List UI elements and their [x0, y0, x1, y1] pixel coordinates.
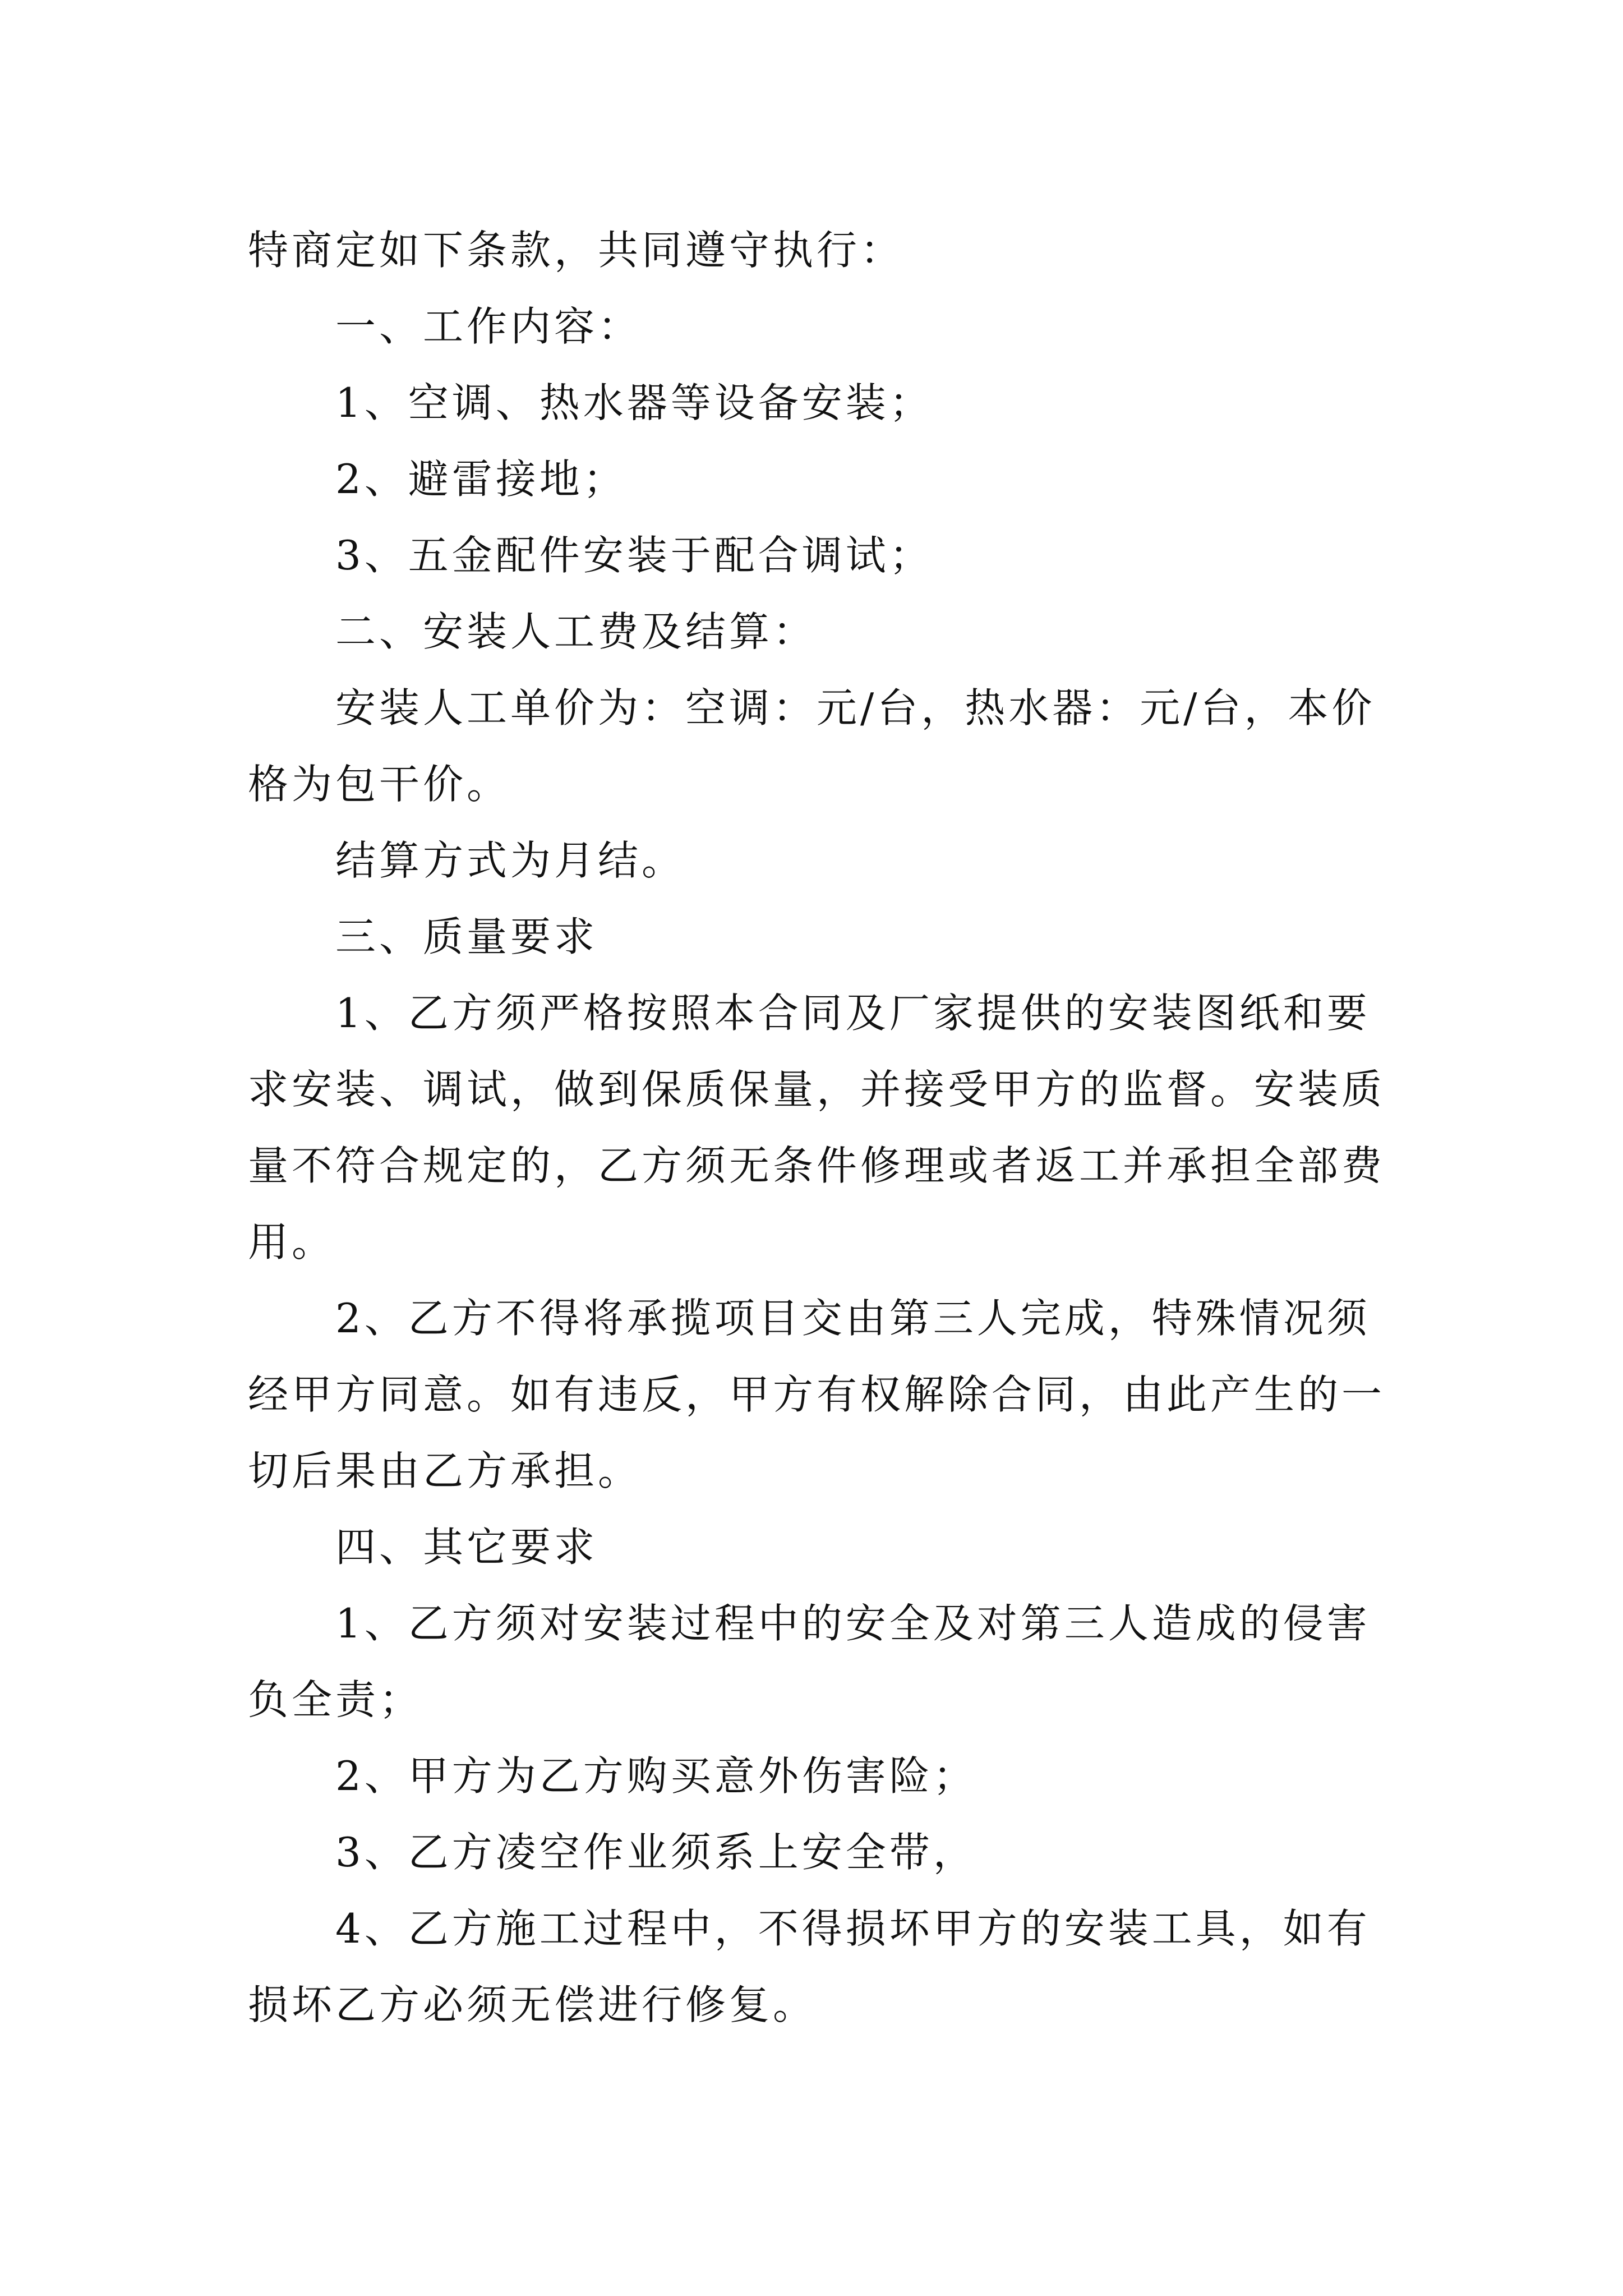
paragraph-line: 损坏乙方必须无偿进行修复。 — [248, 1981, 817, 2028]
price-paragraph-line: 格为包干价。 — [248, 761, 511, 808]
section-3-item-2 — [248, 1280, 1392, 1509]
paragraph-line: 负全责； — [248, 1676, 423, 1723]
intro-paragraph: 特商定如下条款，共同遵守执行： — [248, 227, 905, 274]
paragraph-line: 求安装、调试，做到保质保量，并接受甲方的监督。安装质 — [248, 1066, 1386, 1113]
section-1-item-2: 2、避雷接地； — [335, 455, 627, 503]
paragraph-line: 切后果由乙方承担。 — [248, 1447, 642, 1494]
section-2-heading: 二、安装人工费及结算： — [335, 608, 817, 655]
section-4-item-3: 3、乙方凌空作业须系上安全带， — [335, 1829, 977, 1876]
price-paragraph-line: 安装人工单价为：空调：元/台，热水器：元/台，本价 — [335, 684, 1376, 731]
section-3-item-1 — [248, 975, 1392, 1280]
section-4-item-4 — [248, 1890, 1392, 2043]
paragraph-line: 用。 — [248, 1218, 336, 1266]
section-4-heading: 四、其它要求 — [335, 1524, 598, 1571]
paragraph-line: 1、乙方须严格按照本合同及厂家提供的安装图纸和要 — [335, 990, 1371, 1037]
document-body — [248, 212, 1392, 2043]
settlement-paragraph: 结算方式为月结。 — [335, 837, 686, 884]
section-4-item-2: 2、甲方为乙方购买意外伤害险； — [335, 1752, 977, 1800]
paragraph-line: 2、乙方不得将承揽项目交由第三人完成，特殊情况须 — [335, 1295, 1371, 1342]
price-paragraph — [248, 670, 1392, 822]
paragraph-line: 量不符合规定的，乙方须无条件修理或者返工并承担全部费 — [248, 1142, 1386, 1189]
paragraph-line: 1、乙方须对安装过程中的安全及对第三人造成的侵害 — [335, 1600, 1371, 1647]
section-3-heading: 三、质量要求 — [335, 913, 598, 960]
paragraph-line: 4、乙方施工过程中，不得损坏甲方的安装工具，如有 — [335, 1905, 1371, 1952]
section-1-heading: 一、工作内容： — [335, 303, 642, 350]
section-1-item-1: 1、空调、热水器等设备安装； — [335, 379, 933, 426]
section-1-item-3: 3、五金配件安装于配合调试； — [335, 532, 933, 579]
section-4-item-1 — [248, 1585, 1392, 1738]
paragraph-line: 经甲方同意。如有违反，甲方有权解除合同，由此产生的一 — [248, 1371, 1386, 1418]
